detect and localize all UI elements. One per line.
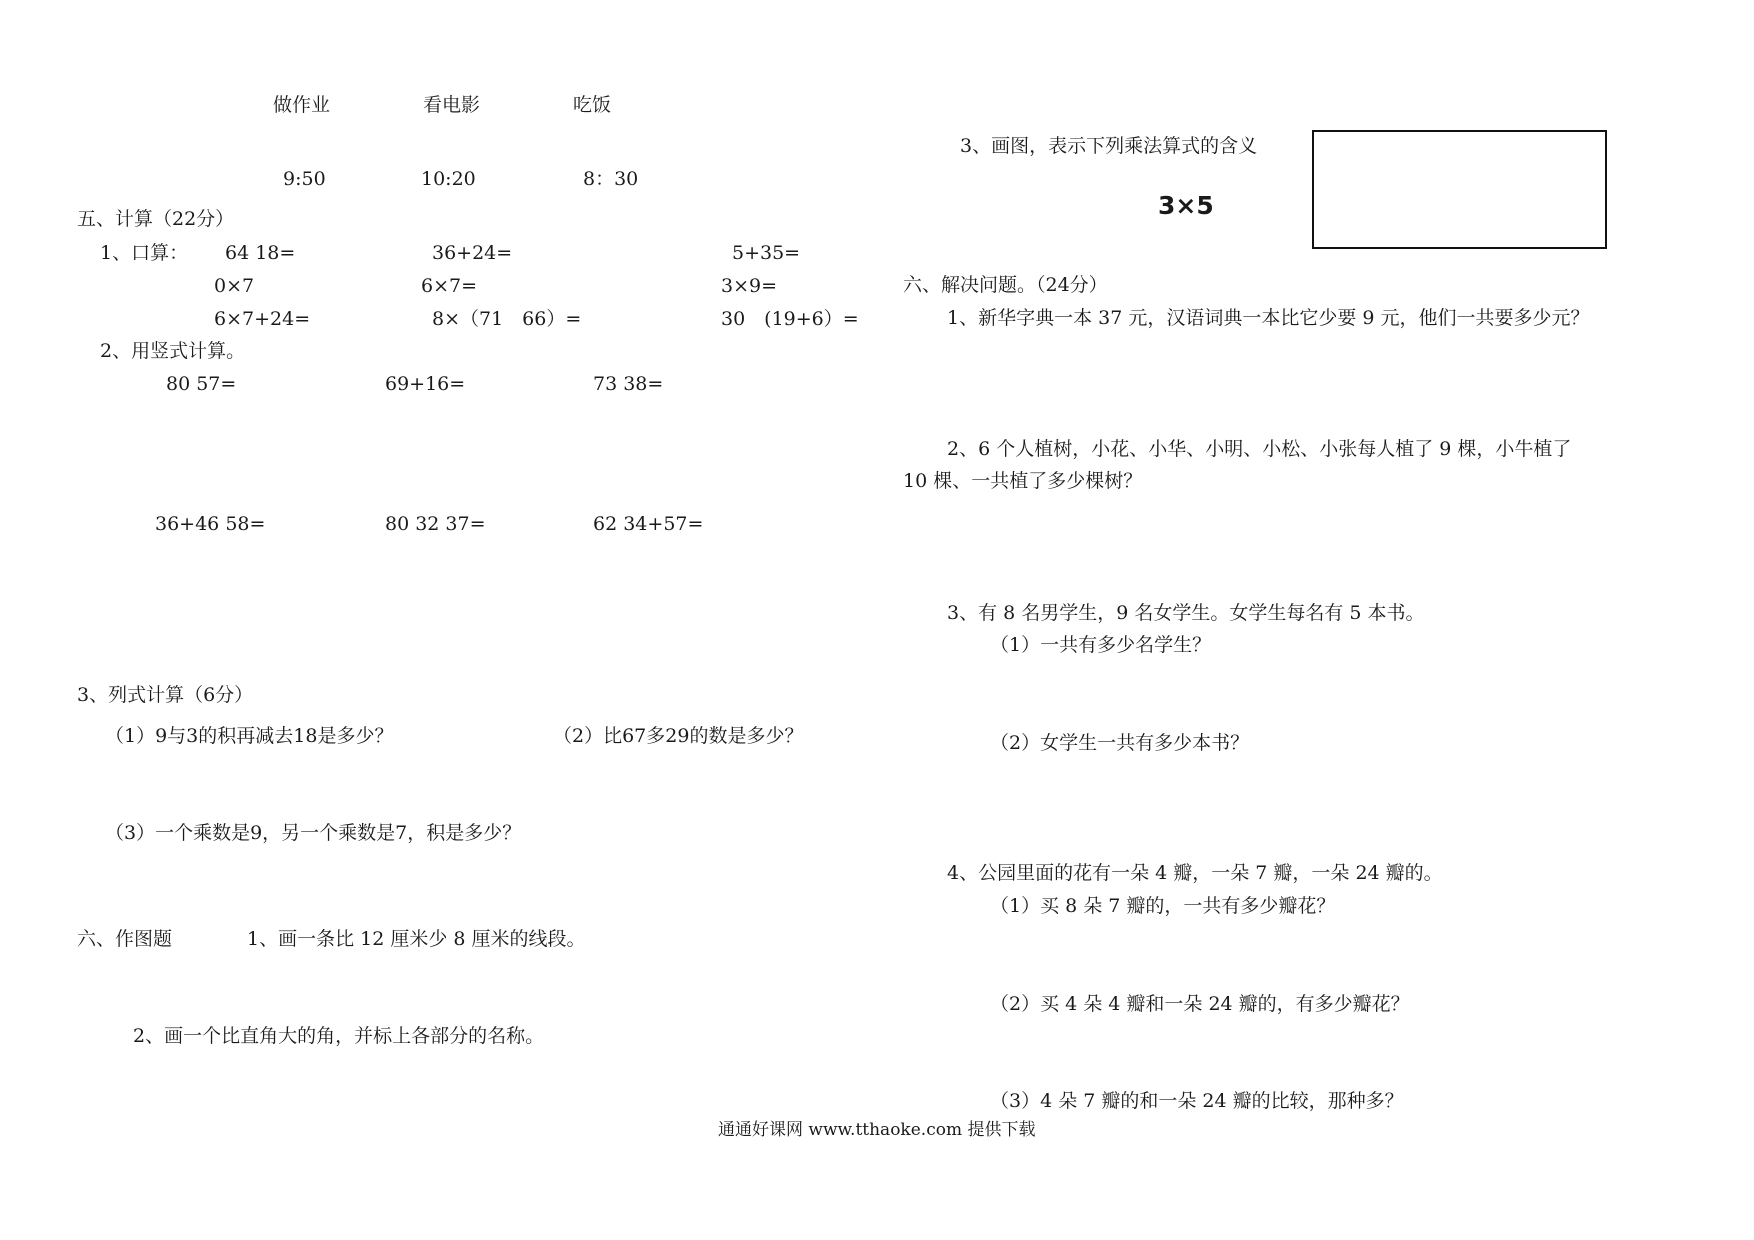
oral-calc-r2c1: 0×7 (214, 275, 255, 297)
formula-calc-p3: （3）一个乘数是9，另一个乘数是7，积是多少？ (105, 822, 522, 844)
oral-calc-r1c3: 5+35= (732, 242, 801, 264)
draw-multiplication-prompt: 3、画图，表示下列乘法算式的含义 (960, 135, 1258, 157)
vertical-calc-r2c1: 36+46 58= (155, 513, 266, 535)
oral-calc-r3c3: 30 (19+6）= (721, 308, 859, 330)
solve-q3-1: （1）一共有多少名学生？ (990, 634, 1212, 656)
solve-q4-3: （3）4 朵 7 瓣的和一朵 24 瓣的比较，那种多？ (990, 1090, 1404, 1112)
oral-calc-r2c3: 3×9= (721, 275, 778, 297)
solve-q3: 3、有 8 名男学生，9 名女学生。女学生每名有 5 本书。 (947, 602, 1425, 624)
solve-q2-line1: 2、6 个人植树，小花、小华、小明、小松、小张每人植了 9 棵，小牛植了 (947, 438, 1572, 460)
multiplication-expression: 3×5 (1158, 191, 1214, 220)
drawing-answer-box[interactable] (1312, 130, 1607, 249)
schedule-time-2: 10:20 (421, 168, 476, 190)
oral-calc-r2c2: 6×7= (421, 275, 478, 297)
solve-q2-line2: 10 棵、一共植了多少棵树？ (903, 470, 1143, 492)
oral-calc-r3c1: 6×7+24= (214, 308, 311, 330)
oral-calc-r1c2: 36+24= (432, 242, 513, 264)
solve-q4: 4、公园里面的花有一朵 4 瓣，一朵 7 瓣，一朵 24 瓣的。 (947, 862, 1443, 884)
vertical-calc-r2c3: 62 34+57= (593, 513, 704, 535)
draw-q2: 2、画一个比直角大的角，并标上各部分的名称。 (133, 1025, 545, 1047)
solve-q1: 1、新华字典一本 37 元，汉语词典一本比它少要 9 元，他们一共要多少元？ (947, 307, 1590, 329)
vertical-calc-r1c2: 69+16= (385, 373, 466, 395)
footer-source: 通通好课网 www.tthaoke.com 提供下载 (718, 1120, 1036, 1140)
oral-calc-label: 1、口算： (100, 242, 189, 264)
schedule-time-3: 8：30 (583, 168, 639, 190)
schedule-activity-movie: 看电影 (423, 94, 481, 116)
vertical-calc-r1c1: 80 57= (166, 373, 237, 395)
section5-title: 五、计算（22分） (77, 208, 235, 230)
draw-section-title: 六、作图题 (77, 928, 173, 950)
formula-calc-label: 3、列式计算（6分） (77, 684, 254, 706)
vertical-calc-r2c2: 80 32 37= (385, 513, 486, 535)
solve-q4-1: （1）买 8 朵 7 瓣的，一共有多少瓣花？ (990, 895, 1336, 917)
schedule-activity-meal: 吃饭 (573, 94, 612, 116)
draw-q1: 1、画一条比 12 厘米少 8 厘米的线段。 (247, 928, 586, 950)
oral-calc-r1c1: 64 18= (225, 242, 296, 264)
vertical-calc-label: 2、用竖式计算。 (100, 340, 246, 362)
vertical-calc-r1c3: 73 38= (593, 373, 664, 395)
solve-q3-2: （2）女学生一共有多少本书？ (990, 732, 1250, 754)
solve-q4-2: （2）买 4 朵 4 瓣和一朵 24 瓣的，有多少瓣花？ (990, 993, 1410, 1015)
formula-calc-p1: （1）9与3的积再减去18是多少？ (105, 725, 394, 747)
formula-calc-p2: （2）比67多29的数是多少？ (553, 725, 804, 747)
schedule-activity-homework: 做作业 (273, 94, 331, 116)
oral-calc-r3c2: 8×（71 66）= (432, 308, 582, 330)
solve-section-title: 六、解决问题。（24分） (903, 274, 1108, 296)
schedule-time-1: 9:50 (283, 168, 326, 190)
